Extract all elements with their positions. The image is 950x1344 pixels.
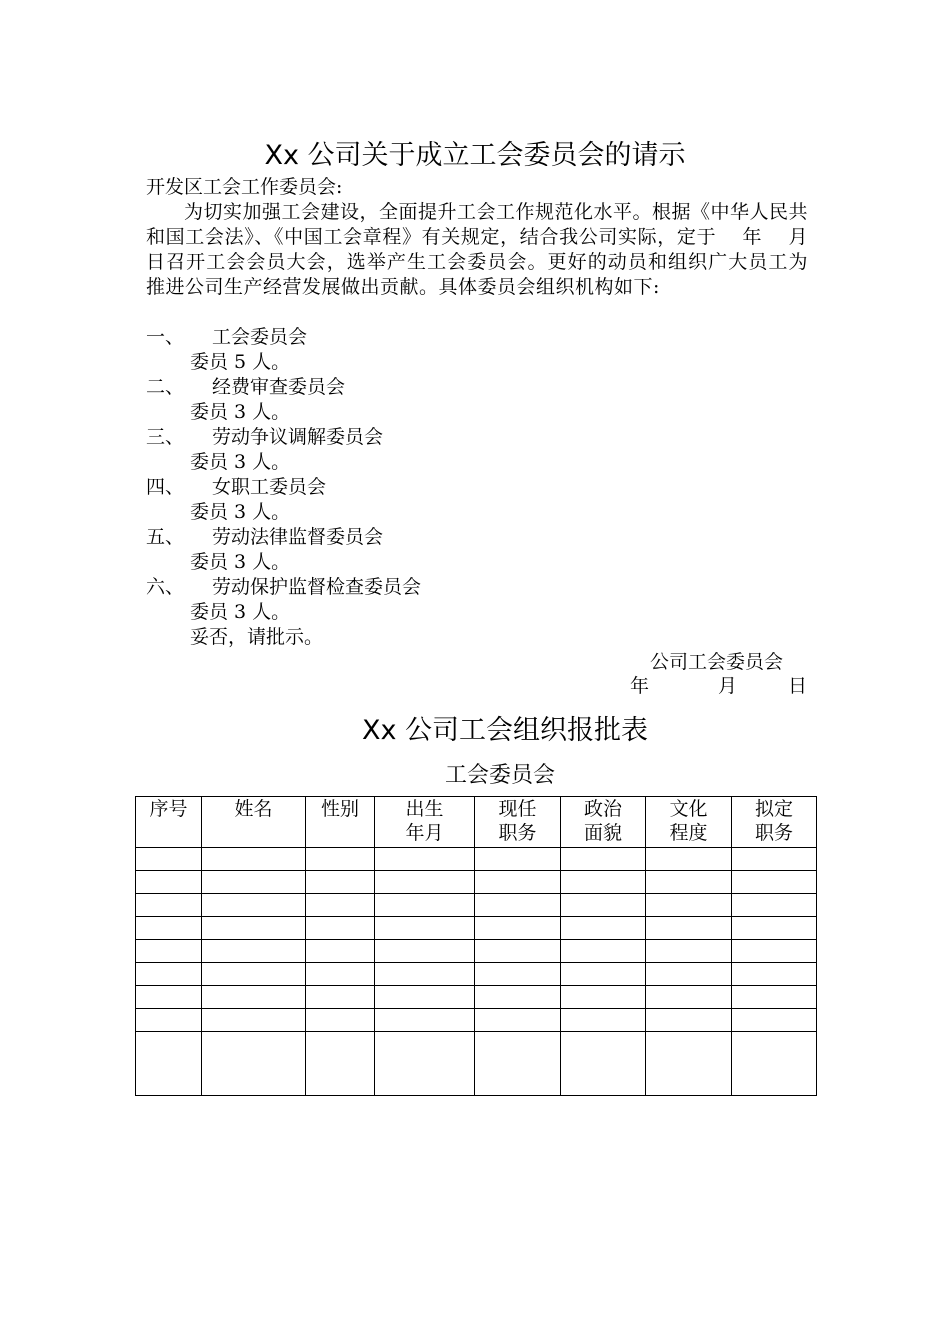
table-row <box>136 940 817 963</box>
table-cell <box>306 1032 375 1096</box>
item-members: 委员 3 人。 <box>190 501 291 523</box>
table-cell <box>475 1009 561 1032</box>
item-name: 劳动法律监督委员会 <box>212 526 384 548</box>
table-cell <box>136 894 202 917</box>
table-cell <box>732 1009 817 1032</box>
date-year: 年 <box>630 675 650 697</box>
table-cell <box>136 848 202 871</box>
item-members: 委员 3 人。 <box>190 401 291 423</box>
table-cell <box>375 871 475 894</box>
table-cell <box>136 917 202 940</box>
table-cell <box>561 917 646 940</box>
table-cell <box>306 917 375 940</box>
item-number: 一、 <box>146 326 185 348</box>
table-cell <box>375 986 475 1009</box>
date-day: 日 <box>788 675 808 697</box>
table-row <box>136 871 817 894</box>
table-cell <box>375 894 475 917</box>
header-cell: 文化 程度 <box>646 797 732 848</box>
item-name: 女职工委员会 <box>212 476 327 498</box>
table-cell <box>646 1032 732 1096</box>
table-cell <box>646 1009 732 1032</box>
table-cell <box>202 986 306 1009</box>
table-cell <box>202 894 306 917</box>
table-cell <box>306 940 375 963</box>
table-cell <box>375 848 475 871</box>
table-header-row <box>136 797 817 848</box>
table-cell <box>136 986 202 1009</box>
table-cell <box>306 871 375 894</box>
table-cell <box>561 963 646 986</box>
item-name: 劳动保护监督检查委员会 <box>212 576 422 598</box>
table-cell <box>136 963 202 986</box>
table-cell <box>561 894 646 917</box>
table-cell <box>136 940 202 963</box>
table-cell <box>202 1032 306 1096</box>
item-name: 工会委员会 <box>212 326 308 348</box>
table-cell <box>306 1009 375 1032</box>
table-cell <box>475 917 561 940</box>
table-cell <box>561 986 646 1009</box>
table-cell <box>306 986 375 1009</box>
item-members: 委员 5 人。 <box>190 351 291 373</box>
table-cell <box>561 871 646 894</box>
table-cell <box>202 940 306 963</box>
table-cell <box>375 1009 475 1032</box>
recipient: 开发区工会工作委员会: <box>146 176 343 198</box>
header-cell: 性别 <box>306 797 375 848</box>
table-cell <box>375 1032 475 1096</box>
table-cell <box>202 848 306 871</box>
table-cell <box>375 963 475 986</box>
table-cell <box>646 963 732 986</box>
table-cell <box>561 1009 646 1032</box>
item-number: 二、 <box>146 376 185 398</box>
signature: 公司工会委员会 <box>650 651 784 673</box>
table-row <box>136 1032 817 1096</box>
item-number: 六、 <box>146 576 185 598</box>
table-row <box>136 894 817 917</box>
table-cell <box>475 1032 561 1096</box>
table-cell <box>202 871 306 894</box>
table-cell <box>202 963 306 986</box>
item-name: 经费审查委员会 <box>212 376 346 398</box>
table-cell <box>732 917 817 940</box>
closing-line: 妥否，请批示。 <box>190 626 324 648</box>
table-cell <box>475 848 561 871</box>
table-body <box>136 848 817 1096</box>
body-paragraph: 为切实加强工会建设，全面提升工会工作规范化水平。根据《中华人民共和国工会法》、《中国工会章程》有关规定，结合我公司实际，定于 年 月 日召开工会会员大会，选举产生工会委员会。更好的动员和组织广大员工为推进公司生产经营发展做出贡献。具体委员会组织机构如下: <box>146 201 835 298</box>
table-cell <box>475 940 561 963</box>
table-cell <box>646 871 732 894</box>
table-row <box>136 1009 817 1032</box>
header-cell: 政治 面貌 <box>561 797 646 848</box>
table-cell <box>732 963 817 986</box>
header-cell: 拟定 职务 <box>732 797 817 848</box>
table-cell <box>732 1032 817 1096</box>
table-cell <box>136 1032 202 1096</box>
date-month: 月 <box>718 675 738 697</box>
item-members: 委员 3 人。 <box>190 551 291 573</box>
table-cell <box>306 848 375 871</box>
table-cell <box>561 848 646 871</box>
table-cell <box>475 986 561 1009</box>
table-row <box>136 848 817 871</box>
table-row <box>136 917 817 940</box>
header-cell: 序号 <box>136 797 202 848</box>
item-members: 委员 3 人。 <box>190 601 291 623</box>
approval-table <box>135 796 817 1096</box>
table-cell <box>561 1032 646 1096</box>
table-cell <box>375 940 475 963</box>
table-cell <box>732 848 817 871</box>
table-cell <box>202 1009 306 1032</box>
table-cell <box>475 871 561 894</box>
request-title: Xx 公司关于成立工会委员会的请示 <box>264 140 686 171</box>
table-cell <box>646 940 732 963</box>
table-row <box>136 963 817 986</box>
table-cell <box>732 986 817 1009</box>
table-cell <box>136 871 202 894</box>
table-cell <box>375 917 475 940</box>
table-cell <box>646 917 732 940</box>
header-cell: 现任 职务 <box>475 797 561 848</box>
table-cell <box>136 1009 202 1032</box>
table-row <box>136 986 817 1009</box>
table-cell <box>561 940 646 963</box>
item-number: 三、 <box>146 426 185 448</box>
item-number: 四、 <box>146 476 185 498</box>
form-subtitle: 工会委员会 <box>444 763 555 788</box>
table-cell <box>732 871 817 894</box>
item-name: 劳动争议调解委员会 <box>212 426 384 448</box>
item-members: 委员 3 人。 <box>190 451 291 473</box>
header-cell: 出生 年月 <box>375 797 475 848</box>
table-cell <box>306 963 375 986</box>
table-cell <box>475 963 561 986</box>
table-cell <box>306 894 375 917</box>
table-cell <box>732 940 817 963</box>
item-number: 五、 <box>146 526 185 548</box>
table-cell <box>646 894 732 917</box>
table-cell <box>202 917 306 940</box>
table-cell <box>646 848 732 871</box>
table-cell <box>646 986 732 1009</box>
table-cell <box>732 894 817 917</box>
form-title: Xx 公司工会组织报批表 <box>361 715 649 746</box>
table-cell <box>475 894 561 917</box>
header-cell: 姓名 <box>202 797 306 848</box>
